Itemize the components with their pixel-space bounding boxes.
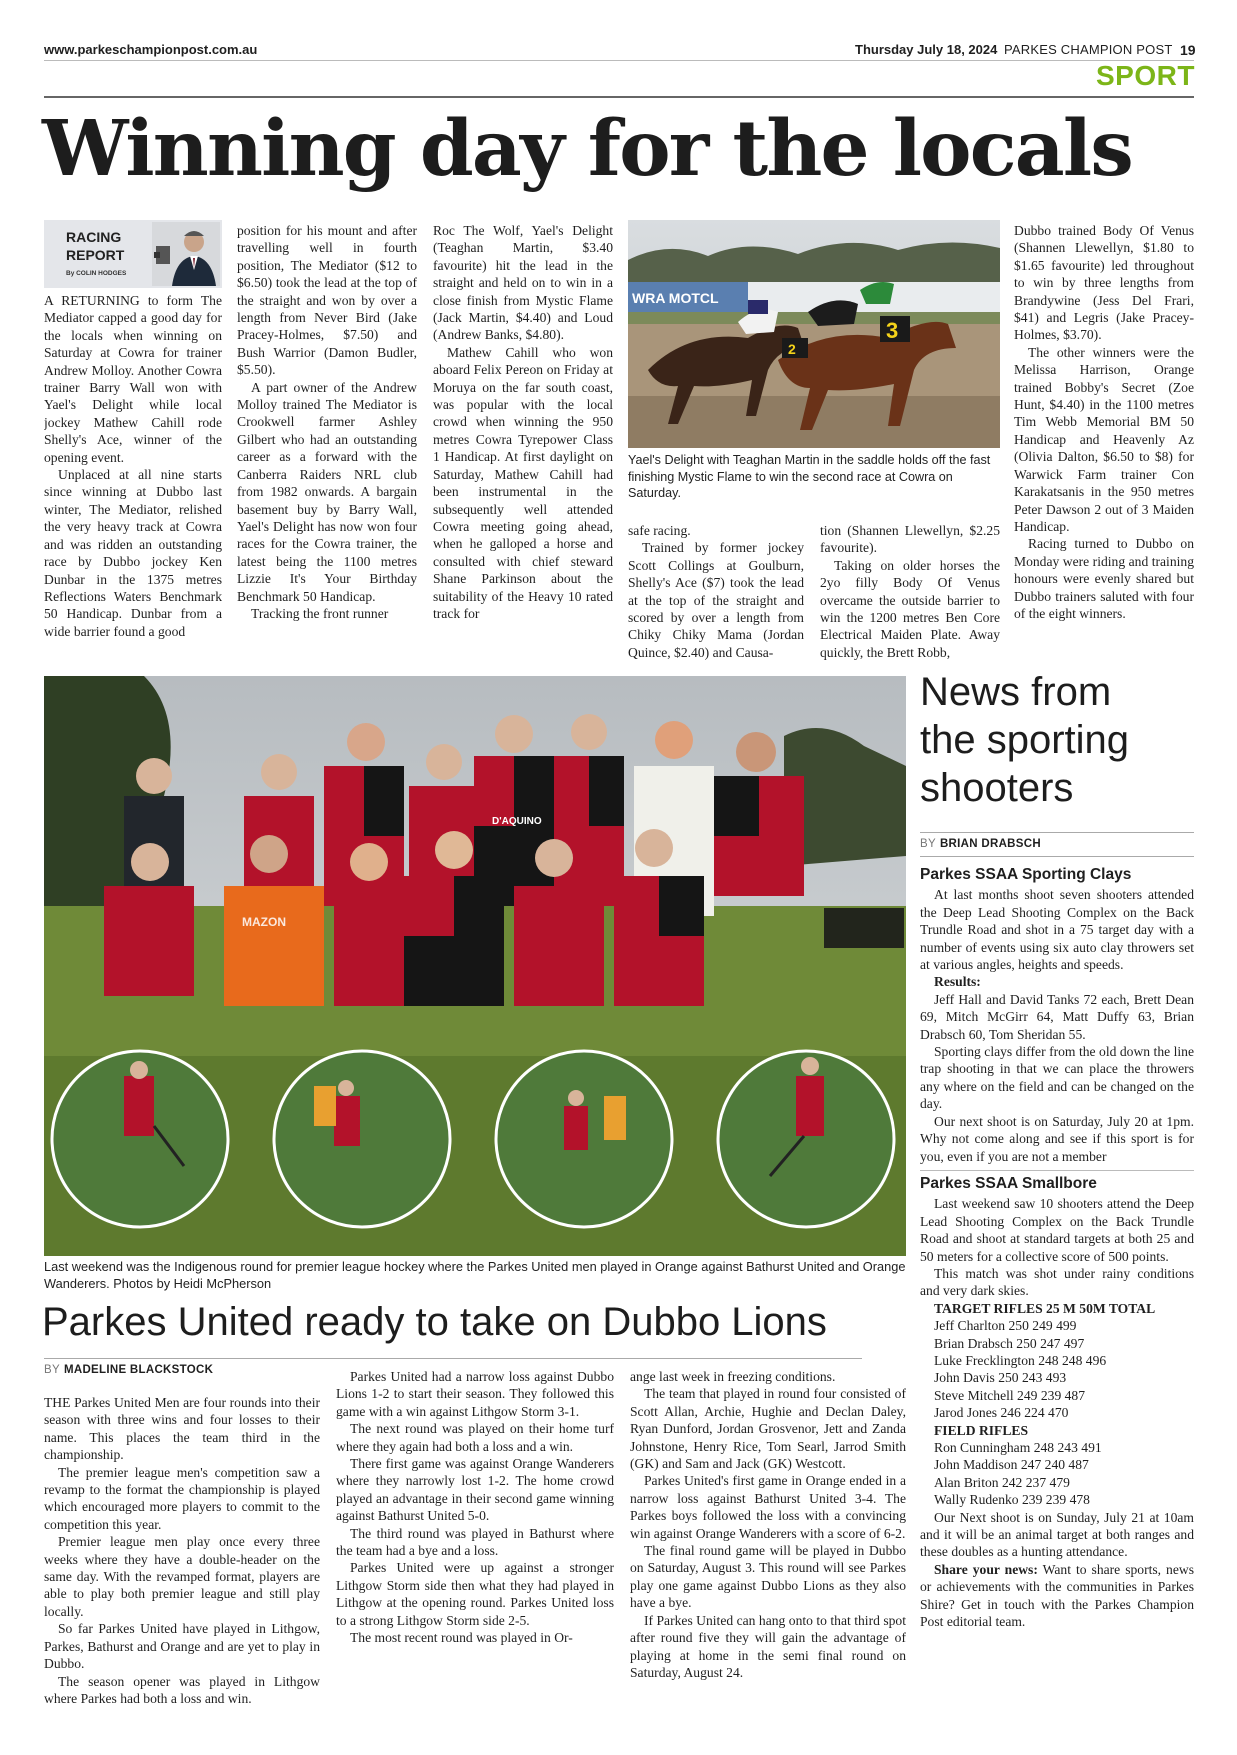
target-score-row: Jeff Charlton 250 249 499 (934, 1318, 1077, 1334)
svg-text:3: 3 (886, 318, 899, 343)
hockey-p6: Parkes United had a narrow loss against Dubbo Lions 1-2 to start their season. They followed this game with a win against Lithgow Storm 3-1. (336, 1369, 614, 1419)
shooters-column (920, 864, 1194, 1726)
racing-p4b: Roc The Wolf, Yael's Delight (Teaghan Martin, $3.40 favourite) hit the lead in the straight and held on to win in a close finish from Mystic Flame (Jack Martin, $4.40) and Loud (Andrew Banks, $4.80). (433, 223, 613, 343)
share-news-text: Want to share sports, news or achievements with the communities in Parkes Shire? Get in touch with the Parkes Champion Post editorial team. (920, 1561, 1194, 1630)
hockey-p13: Parkes United's first game in Orange ended in a narrow loss against Bathurst United 3-4. The Parkes boys followed the loss with a convincing win against Orange Wanderers with a score of 6-2. (630, 1473, 906, 1541)
racing-col-3b (628, 522, 804, 662)
shooters-sub-rule (920, 856, 1194, 857)
racing-p6b: tion (Shannen Llewellyn, $2.25 favourite). (820, 523, 1000, 556)
target-score-row: Steve Mitchell 249 239 487 (934, 1387, 1086, 1403)
hockey-p15: If Parkes United can hang onto to that third spot after round five they will gain the advantage of playing at home in the semi final round on Saturday, August 24. (630, 1612, 906, 1680)
racing-p7a: Taking on older horses the 2yo filly Body Of Venus overcame the outside barrier to win the 1200 metres Ben Core Electrical Maiden Plate. Away quickly, the Brett Robb, (820, 557, 1000, 660)
hockey-p14: The final round game will be played in Dubbo on Saturday, August 3. This round will see Parkes play one game against Dubbo Lions as they also have a bye. (630, 1543, 906, 1611)
hockey-p11a: The most recent round was played in Or- (350, 1630, 573, 1646)
hockey-p1: THE Parkes United Men are four rounds into their season with three wins and four losses to their name. This places the team third in the championship. (44, 1395, 320, 1463)
field-rifles-heading: FIELD RIFLES (934, 1422, 1029, 1438)
shooters-headline-1: News from (920, 670, 1112, 714)
racing-p6a: Trained by former jockey Scott Collings at Goulburn, Shelly's Ace ($7) took the lead at the top of the straight and scored by over a length from Chiky Chiky Mama (Jordan Quince, $2.40) and Causa- (628, 540, 804, 660)
svg-text:2: 2 (788, 341, 796, 357)
share-news-label: Share your news: (934, 1561, 1038, 1577)
hockey-col-3 (630, 1368, 906, 1724)
racing-p2b: position for his mount and after travelling well in fourth position, The Mediator ($12 to $6.50) took the lead at the top of the straight and won by over a length from Never Bird (Jake Pracey-Holmes, $7.50) and Bush Warrior (Damon Budler, $5.50). (237, 223, 417, 378)
racing-p1: A RETURNING to form The Mediator capped a good day for the locals when winning on Saturday at Cowra for trainer Andrew Molloy. Another Cowra trainer Barry Wall won with Yael's Delight while local jockey Mathew Cahill rode Shelly's Ace, winner of the opening event. (44, 293, 222, 465)
shooters-byline-rule (920, 832, 1194, 833)
hockey-p12: The team that played in round four consisted of Scott Allan, Archie, Hughie and Declan Daley, Ryan Dunford, Jordan Grosvenor, Jett and Zanda Johnstone, Henry Rice, Tom Searl, Jarrod Smith (GK) and Sam and Jack (GK) Westcott. (630, 1386, 906, 1472)
racing-p8: The other winners were the Melissa Harrison, Orange trained Bobby's Secret (Zoe Hunt, $4.40) in the 1100 metres Tim Webb Memorial BM 50 Handicap and Heavenly Az (Olivia Dalton, $6.50 to $8) for Warwick Farm trainer Con Karakatsanis in the 950 metres Peter Dawson 2 out of 3 Maiden Handicap. (1014, 344, 1194, 534)
field-score-row: Wally Rudenko 239 239 478 (934, 1492, 1090, 1508)
columnist-photo (152, 222, 220, 286)
hockey-photo-caption: Last weekend was the Indigenous round for premier league hockey where the Parkes United men played in Orange against Bathurst United and Orange Wanderers. Photos by Heidi McPherson (44, 1259, 906, 1291)
hockey-p3: Premier league men play once every three weeks where they have a double-header on the same day. With the revamped format, players are able to play both premier league and still play locally. (44, 1534, 320, 1619)
racing-p5b: safe racing. (628, 523, 691, 538)
smallbore-p2: This match was shot under rainy conditions and very dark skies. (920, 1265, 1194, 1299)
racing-p9: Racing turned to Dubbo on Monday were riding and training honours were evenly shared but Dubbo trainers saluted with four of the eight winners. (1014, 536, 1194, 621)
racing-report-badge (44, 220, 222, 288)
clays-p3: Our next shoot is on Saturday, July 20 at 1pm. Why not come along and see if this sport is for you, even if you are not a member (920, 1113, 1194, 1164)
racing-p4a: Tracking the front runner (251, 605, 389, 621)
clays-heading: Parkes SSAA Sporting Clays (920, 866, 1132, 883)
hockey-p11b: ange last week in freezing conditions. (630, 1369, 836, 1384)
racing-col-4b (820, 522, 1000, 662)
racing-p7b: Dubbo trained Body Of Venus (Shannen Llewellyn, $1.80 to $1.65 favourite) led throughout to win by three lengths from Brandywine (Jess Del Frari, $41) and Legris (Jake Pracey-Holmes, $3.70). (1014, 223, 1194, 343)
smallbore-heading: Parkes SSAA Smallbore (920, 1174, 1097, 1192)
smallbore-p1: Last weekend saw 10 shooters attend the Deep Lead Shooting Complex on the Back Trundle Road and shoot at standard targets at both 25 and 50 meters for a collective score of 500 points. (920, 1196, 1194, 1264)
racing-col-5 (1014, 222, 1194, 662)
hockey-p2: The premier league men's competition saw a revamp to the format the championship is played which encouraged more players to commit to the competition this year. (44, 1464, 320, 1532)
website-url[interactable]: www.parkeschampionpost.com.au (44, 42, 258, 57)
shooters-headline (920, 668, 1194, 812)
shooters-headline-3: shooters (920, 766, 1074, 810)
racing-p2a: Unplaced at all nine starts since winning at Dubbo last winter, The Mediator, relished the very heavy track at Cowra and was ridden an outstanding race by Dubbo jockey Ken Dunbar in the 1375 metres Reflections Waters Benchmark 50 Handicap. Dunbar from a wide barrier found a good (44, 467, 222, 639)
hockey-p5: The season opener was played in Lithgow where Parkes had both a loss and win. (44, 1673, 320, 1706)
target-score-row: Luke Frecklington 248 248 496 (934, 1352, 1107, 1368)
shooters-headline-2: the sporting (920, 718, 1130, 762)
racing-label-1: RACING (66, 229, 122, 245)
horse-photo-caption: Yael's Delight with Teaghan Martin in the saddle holds off the fast finishing Mystic Flame to win the second race at Cowra on Saturday. (628, 453, 991, 501)
hockey-p10: Parkes United were up against a stronger Lithgow Storm side then what they had played in Lithgow at the opening round. Parkes United loss to a strong Lithgow Storm side 2-5. (336, 1560, 614, 1628)
issue-date: Thursday July 18, 2024 (855, 42, 998, 57)
hockey-byline-rule (44, 1358, 862, 1359)
team-sponsor-text: D'AQUINO (492, 816, 542, 827)
field-score-row: Ron Cunningham 248 243 491 (934, 1440, 1102, 1455)
clays-p1: At last months shoot seven shooters attended the Deep Lead Shooting Complex on the Back Trundle Road and shot in a 75 target day with a number of events using six auto clay throwers set at various angles, heights and speeds. (920, 887, 1194, 973)
racing-p3: A part owner of the Andrew Molloy trained The Mediator is Crookwell farmer Ashley Gilbert who had an outstanding career as a forward with the Canberra Raiders NRL club from 1982 onwards. A bargain basement buy by Barry Wall, Yael's Delight has now won four races for the Cowra trainer, the latest being the 1100 metres Lizzie It's Your Birthday Benchmark 50 Handicap. (237, 379, 417, 604)
hockey-p9: The third round was played in Bathurst where the team had a bye and a loss. (336, 1525, 614, 1559)
target-score-row: John Davis 250 243 493 (934, 1370, 1067, 1386)
racing-col-1 (44, 292, 222, 662)
smallbore-rule (920, 1170, 1194, 1171)
hockey-p7: The next round was played on their home turf where they again had both a loss and a win. (336, 1421, 614, 1454)
hockey-col-2 (336, 1368, 614, 1724)
page-headline: Winning day for the locals (42, 104, 1132, 194)
page-number: 19 (1180, 42, 1196, 58)
results-label: Results: (934, 974, 981, 990)
hockey-byline: BY MADELINE BLACKSTOCK (44, 1364, 214, 1376)
field-score-row: John Maddison 247 240 487 (934, 1457, 1089, 1473)
racing-label-2: REPORT (66, 247, 125, 263)
racing-p5a: Mathew Cahill who won aboard Felix Pereon on Friday at Moruya on the far south coast, was popular with the local crowd when winning the 950 metres Cowra Tyrepower Class 1 Handicap. At first daylight on Saturday, Mathew Cahill had been instrumental in the subsequently well attended Cowra meeting going ahead, when he galloped a horse and consulted with chief steward Shane Parkinson about the suitability of the Heavy 10 rated track for (433, 344, 613, 621)
hockey-p4: So far Parkes United have played in Lithgow, Parkes, Bathurst and Orange and are yet to play in Dubbo. (44, 1621, 320, 1672)
keeper-sponsor-text: MAZON (242, 915, 286, 929)
racing-author: By COLIN HODGES (66, 270, 127, 277)
share-news (920, 1561, 1194, 1631)
hockey-headline: Parkes United ready to take on Dubbo Lions (42, 1300, 827, 1344)
next-shoot: Our Next shoot is on Sunday, July 21 at 10am and it will be an animal target at both ranges and these doubles as a hunting attendance. (920, 1509, 1194, 1560)
target-score-row: Brian Drabsch 250 247 497 (934, 1335, 1085, 1351)
horse-photo-signage: WRA MOTCL (632, 290, 719, 306)
hockey-team-photo (44, 676, 906, 1256)
section-label: SPORT (1096, 60, 1195, 91)
hockey-col-1 (44, 1394, 320, 1724)
publication-name: PARKES CHAMPION POST (1004, 42, 1173, 57)
section-rule (44, 96, 1194, 98)
target-score-row: Jarod Jones 246 224 470 (934, 1405, 1069, 1421)
results-text: Jeff Hall and David Tanks 72 each, Brett Dean 69, Mitch McGirr 64, Matt Duffy 63, Brian Drabsch 60, Tom Sheridan 55. (920, 991, 1194, 1042)
target-rifles-heading: TARGET RIFLES 25 M 50M TOTAL (934, 1300, 1156, 1316)
clays-p2: Sporting clays differ from the old down the line trap shooting in that we can place the throwers any where on the field and can be changed on the day. (920, 1044, 1194, 1112)
shooters-byline: BY BRIAN DRABSCH (920, 838, 1041, 850)
racing-col-3 (433, 222, 613, 662)
hockey-p8: There first game was against Orange Wanderers where they narrowly lost 1-2. The home crowd played an advantage in their second game winning against Bathurst United 5-0. (336, 1456, 614, 1524)
field-score-row: Alan Briton 242 237 479 (934, 1474, 1070, 1490)
horse-racing-photo (628, 220, 1000, 448)
racing-col-2 (237, 222, 417, 662)
header-rule (44, 60, 1194, 61)
